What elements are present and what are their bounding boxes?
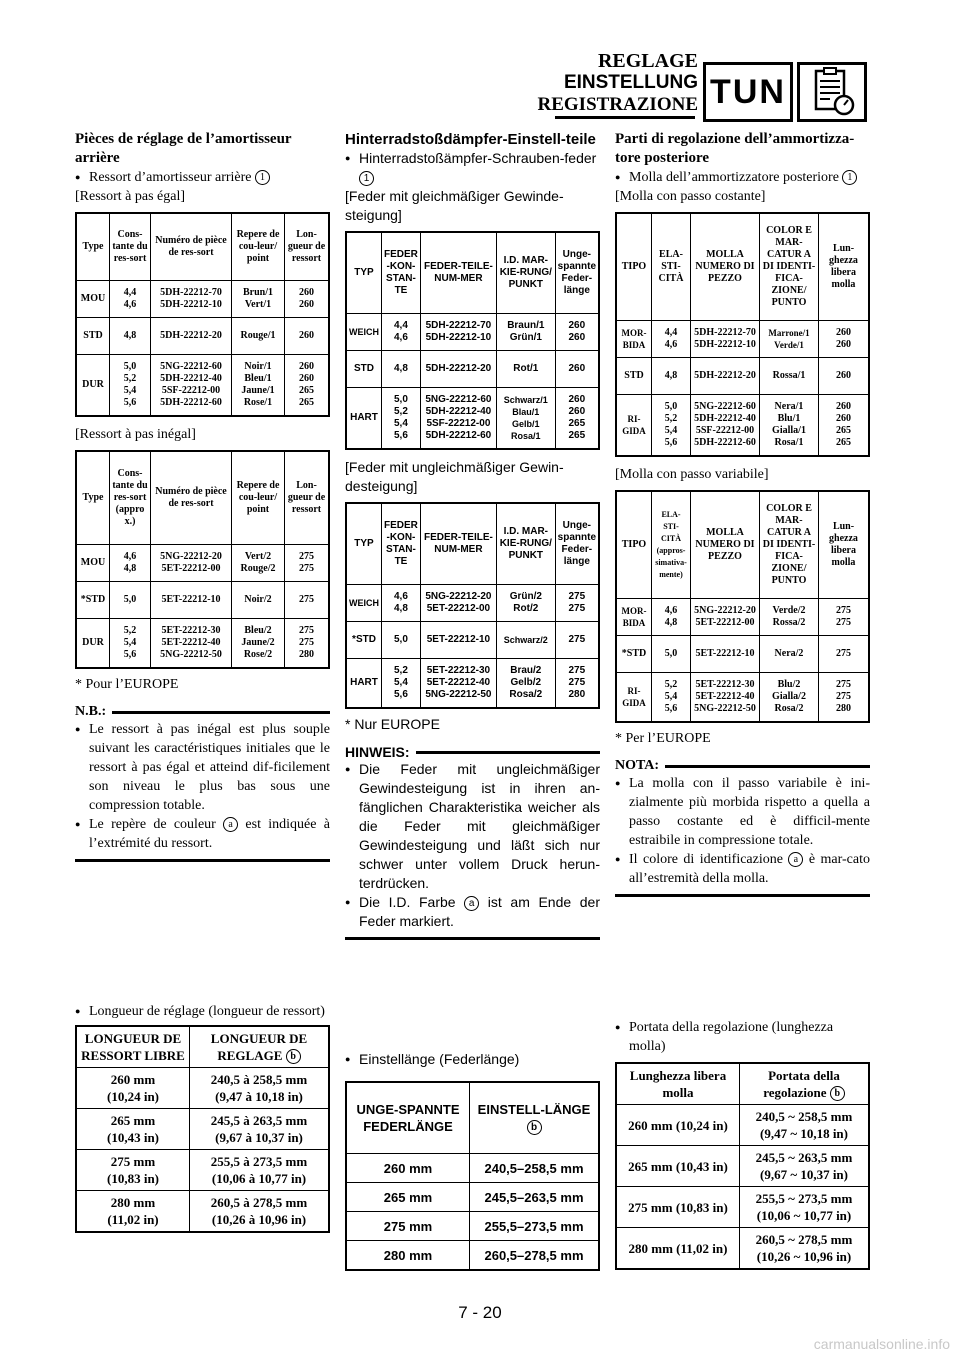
heading-de: Hinterradstoßdämpfer-Einstell-teile [345, 131, 596, 148]
adjust-bullet-fr: ● Longueur de réglage (longueur de ressort) [75, 1002, 330, 1021]
table-cell: 5,0 [110, 582, 151, 619]
subheading-fr-1: [Ressort à pas égal] [75, 189, 186, 204]
ref-a-icon: a [788, 852, 803, 867]
table-cell: 255,5 ~ 273,5 mm (10,06 ~ 10,77 in) [740, 1187, 870, 1228]
table-row [346, 585, 599, 622]
table-header-cell: Numéro de pièce de res-sort [151, 451, 232, 545]
table-row [76, 1191, 329, 1233]
text-span: Il colore di identificazione [629, 852, 783, 867]
table-header-cell: TIPO [616, 213, 652, 321]
table-cell: 5,0 [652, 636, 691, 673]
table-cell: 5,0 [382, 622, 421, 659]
note-footer-rule [615, 894, 870, 897]
table-cell: 260 mm (10,24 in) [76, 1068, 190, 1109]
header-rule [555, 116, 695, 119]
table-header-cell: TIPO [616, 491, 652, 599]
text-span: est indiquée à l’extrémité du ressort. [89, 817, 330, 851]
table-cell: Verde/2 Rossa/2 [760, 599, 819, 636]
table-cell: 5NG-22212-20 5ET-22212-00 [420, 585, 496, 622]
table-header-cell: Cons-tante du res-sort (appro x.) [110, 451, 151, 545]
table-header-cell: ELA-STI-CITÀ (appros-simativa-mente) [652, 491, 691, 599]
table-header-cell: FEDER -KON-STAN-TE [382, 232, 421, 314]
table-cell: 260 260 [819, 321, 870, 358]
table-cell: Schwarz/2 [496, 622, 555, 659]
heading-fr: Pièces de réglage de l’amortisseur arrière [75, 131, 292, 166]
note-it-2 [615, 850, 870, 888]
table-cell: Rot/1 [496, 351, 555, 388]
table-row [616, 1228, 869, 1270]
heading-it: Parti di regolazione dell’ammortizza-tore posteriore [615, 131, 855, 166]
table-cell: 4,8 [382, 351, 421, 388]
table-cell: 275 275 [285, 545, 330, 582]
table-cell: 275 mm (10,83 in) [616, 1187, 740, 1228]
table-header-cell: Repere de cou-leur/ point [232, 451, 285, 545]
table-header-cell: LONGUEUR DE RESSORT LIBRE [76, 1026, 190, 1068]
table-cell: Brun/1 Vert/1 [232, 281, 285, 318]
ref-a-icon: a [223, 817, 238, 832]
table-header-cell: Unge-spannte Feder-länge [555, 232, 599, 314]
table-cell: 4,8 [652, 358, 691, 395]
ref-1-icon: 1 [842, 170, 857, 185]
table-header-cell: ELA-STI-CITÀ [652, 213, 691, 321]
subheading-it-1: [Molla con passo costante] [615, 189, 766, 204]
table-cell: Vert/2 Rouge/2 [232, 545, 285, 582]
note-fr-1: ● Le ressort à pas inégal est plus souple suivant les caractéristiques initiales que le ressort à pas égal et atteind dif-ficilement son niveau le plus bas sous une compression totable. [75, 720, 330, 815]
table-row [346, 314, 599, 351]
table-header-cell: Type [76, 213, 110, 281]
table-cell: 5ET-22212-10 [420, 622, 496, 659]
table-header-cell: Cons-tante du res-sort [110, 213, 151, 281]
table-cell: 5NG-22212-60 5DH-22212-40 5SF-22212-00 5DH-22212-60 [151, 355, 232, 417]
table-cell: 5DH-22212-20 [691, 358, 760, 395]
table-row [616, 599, 869, 636]
spec-table-fr-1 [75, 212, 330, 417]
table-cell: 5,2 5,4 5,6 [382, 659, 421, 709]
table-cell: 275 275 280 [819, 673, 870, 723]
table-cell: 5DH-22212-70 5DH-22212-10 [420, 314, 496, 351]
table-cell: Blu/2 Gialla/2 Rosa/2 [760, 673, 819, 723]
bullet-it-spring [615, 168, 870, 187]
table-cell: HART [346, 388, 382, 450]
table-cell: *STD [616, 636, 652, 673]
note-rule [112, 711, 330, 714]
table-header-cell: Type [76, 451, 110, 545]
table-header-row [76, 451, 329, 545]
table-cell: 4,6 4,8 [382, 585, 421, 622]
table-cell: 5,0 5,2 5,4 5,6 [652, 395, 691, 457]
table-cell: 5ET-22212-10 [691, 636, 760, 673]
ref-a-icon: a [464, 896, 479, 911]
spec-table-it-2 [615, 490, 870, 723]
table-cell: 265 mm (10,43 in) [616, 1146, 740, 1187]
table-header-cell: Repere de cou-leur/ point [232, 213, 285, 281]
table-cell: 275 275 [819, 599, 870, 636]
table-cell: 265 mm [346, 1183, 470, 1212]
section-code-box: TUN [703, 62, 793, 122]
table-row [76, 355, 329, 417]
ref-b-icon: b [286, 1049, 301, 1064]
text-span: Die I.D. Farbe [359, 894, 456, 910]
text-span: LONGUEUR DE REGLAGE [210, 1031, 308, 1063]
adjust-it [615, 1018, 870, 1270]
table-cell: DUR [76, 619, 110, 669]
adjust-bullet-it: ● Portata della regolazione (lunghezza molla) [615, 1018, 870, 1056]
table-cell: Rossa/1 [760, 358, 819, 395]
table-cell: 275 275 280 [555, 659, 599, 709]
table-cell: MOU [76, 281, 110, 318]
adjust-de [345, 1050, 600, 1271]
table-cell: 245,5 ~ 263,5 mm (9,67 ~ 10,37 in) [740, 1146, 870, 1187]
text-span: N.B.: [75, 704, 107, 719]
table-header-cell: MOLLA NUMERO DI PEZZO [691, 213, 760, 321]
table-cell: *STD [76, 582, 110, 619]
table-header-cell: Lon-gueur de ressort [285, 213, 330, 281]
table-header-cell: FEDER -KON-STAN-TE [382, 503, 421, 585]
adjust-bullet-de: ● Einstellänge (Federlänge) [345, 1050, 600, 1069]
table-header-row [616, 213, 869, 321]
table-cell: 255,5–273,5 mm [470, 1212, 600, 1241]
table-cell: HART [346, 659, 382, 709]
column-french [75, 130, 330, 862]
subheading-de-2: [Feder mit ungleichmäßiger Gewin-desteigung] [345, 459, 564, 494]
spec-table-it-1 [615, 212, 870, 457]
table-cell: *STD [346, 622, 382, 659]
table-row [346, 388, 599, 450]
note-header-fr [75, 704, 330, 720]
text-span: è mar-cato all’estremità della molla. [629, 852, 870, 886]
table-header-cell [190, 1026, 330, 1068]
ref-b-icon: b [830, 1086, 845, 1101]
page-number: 7 - 20 [458, 1303, 502, 1322]
table-cell: 275 [285, 582, 330, 619]
footnote-de: * Nur EUROPE [345, 716, 440, 732]
spec-table-de-2 [345, 502, 600, 709]
table-row [346, 659, 599, 709]
table-cell: 5NG-22212-60 5DH-22212-40 5SF-22212-00 5DH-22212-60 [691, 395, 760, 457]
table-cell: 5DH-22212-70 5DH-22212-10 [691, 321, 760, 358]
table-cell: 5ET-22212-30 5ET-22212-40 5NG-22212-50 [420, 659, 496, 709]
adjust-table-de [345, 1081, 600, 1271]
table-cell: WEICH [346, 585, 382, 622]
table-cell: 240,5 ~ 258,5 mm (9,47 ~ 10,18 in) [740, 1105, 870, 1146]
table-row [616, 636, 869, 673]
table-header-cell: Unge-spannte Feder-länge [555, 503, 599, 585]
table-cell: 5,0 5,2 5,4 5,6 [382, 388, 421, 450]
text-span: Molla dell’ammortizzatore posteriore [629, 170, 839, 185]
bullet-de-spring [345, 149, 600, 187]
table-cell: STD [616, 358, 652, 395]
subheading-fr-2: [Ressort à pas inégal] [75, 427, 196, 442]
table-cell: Nera/1 Blu/1 Gialla/1 Rosa/1 [760, 395, 819, 457]
table-row [616, 395, 869, 457]
table-header-cell: FEDER-TEILE-NUM-MER [420, 503, 496, 585]
table-cell: 5,2 5,4 5,6 [652, 673, 691, 723]
table-cell: MOR-BIDA [616, 321, 652, 358]
table-header-cell: Lun-ghezza libera molla [819, 213, 870, 321]
adjust-table-it [615, 1062, 870, 1270]
table-row [76, 1068, 329, 1109]
table-header-cell: COLOR E MAR-CATUR A DI IDENTI-FICA-ZIONE/ PUNTO [760, 213, 819, 321]
table-header-row [76, 213, 329, 281]
note-header-de [345, 744, 600, 760]
table-cell: 245,5–263,5 mm [470, 1183, 600, 1212]
table-cell: 4,4 4,6 [382, 314, 421, 351]
text-span: Hinterradstoßämpfer-Schrauben-feder [359, 150, 597, 166]
ref-1-icon: 1 [359, 171, 374, 186]
table-header-cell: FEDER-TEILE-NUM-MER [420, 232, 496, 314]
table-header-cell: I.D. MAR-KIE-RUNG/ PUNKT [496, 503, 555, 585]
table-row [616, 1187, 869, 1228]
table-cell: Marrone/1 Verde/1 [760, 321, 819, 358]
text-span: Portata della regolazione [763, 1068, 840, 1100]
adjust-table-fr [75, 1025, 330, 1233]
adjust-fr [75, 1002, 330, 1233]
clipboard-gauge-icon [797, 62, 867, 122]
table-cell: 275 [555, 622, 599, 659]
table-cell: STD [346, 351, 382, 388]
table-cell: 5NG-22212-20 5ET-22212-00 [151, 545, 232, 582]
table-cell: Braun/1 Grün/1 [496, 314, 555, 351]
table-row [76, 619, 329, 669]
table-cell: Grün/2 Rot/2 [496, 585, 555, 622]
note-footer-rule [345, 937, 600, 940]
table-cell: 4,6 4,8 [110, 545, 151, 582]
table-cell: 4,4 4,6 [652, 321, 691, 358]
table-header-row [616, 1063, 869, 1105]
table-cell: RI-GIDA [616, 673, 652, 723]
title-it: REGISTRAZIONE [537, 94, 698, 115]
table-header-row [616, 491, 869, 599]
spec-table-fr-2 [75, 450, 330, 669]
text-span: EINSTELL-LÄNGE [477, 1102, 591, 1117]
table-cell: Rouge/1 [232, 318, 285, 355]
table-cell: 5NG-22212-20 5ET-22212-00 [691, 599, 760, 636]
column-german [345, 130, 600, 940]
table-header-cell: I.D. MAR-KIE-RUNG/ PUNKT [496, 232, 555, 314]
header-titles [538, 50, 699, 116]
table-cell: 260 260 [555, 314, 599, 351]
table-cell: Brau/2 Gelb/2 Rosa/2 [496, 659, 555, 709]
table-cell: 4,4 4,6 [110, 281, 151, 318]
table-row [346, 1241, 599, 1271]
note-header-it [615, 758, 870, 774]
table-cell: 280 mm [346, 1241, 470, 1271]
table-header-row [346, 232, 599, 314]
table-cell: 280 mm (11,02 in) [76, 1191, 190, 1233]
table-row [616, 1146, 869, 1187]
table-cell: 260 260 [285, 281, 330, 318]
subheading-it-2: [Molla con passo variabile] [615, 467, 769, 482]
watermark: carmanualsonline.info [813, 1336, 950, 1352]
table-row [76, 582, 329, 619]
table-cell: Noir/2 [232, 582, 285, 619]
table-header-row [346, 503, 599, 585]
table-row [76, 1109, 329, 1150]
table-cell: 240,5 à 258,5 mm (9,47 à 10,18 in) [190, 1068, 330, 1109]
table-cell: 260 260 265 265 [819, 395, 870, 457]
table-cell: 275 275 280 [285, 619, 330, 669]
table-cell: 260,5–278,5 mm [470, 1241, 600, 1271]
table-row [76, 545, 329, 582]
footnote-fr: * Pour l’EUROPE [75, 677, 179, 692]
table-cell: DUR [76, 355, 110, 417]
table-cell: RI-GIDA [616, 395, 652, 457]
text-span: Ressort d’amortisseur arrière [89, 170, 252, 185]
table-cell: 5DH-22212-70 5DH-22212-10 [151, 281, 232, 318]
table-header-row [346, 1082, 599, 1154]
table-cell: 275 mm (10,83 in) [76, 1150, 190, 1191]
table-cell: 5ET-22212-30 5ET-22212-40 5NG-22212-50 [151, 619, 232, 669]
table-cell: 265 mm (10,43 in) [76, 1109, 190, 1150]
table-cell: Bleu/2 Jaune/2 Rose/2 [232, 619, 285, 669]
table-row [616, 673, 869, 723]
table-header-row [76, 1026, 329, 1068]
table-row [346, 1154, 599, 1183]
note-de-2 [345, 893, 600, 931]
table-cell: 4,6 4,8 [652, 599, 691, 636]
table-cell: 260 [819, 358, 870, 395]
table-cell: 255,5 à 273,5 mm (10,06 à 10,77 in) [190, 1150, 330, 1191]
table-cell: 275 275 [555, 585, 599, 622]
ref-1-icon: 1 [255, 170, 270, 185]
table-row [346, 1212, 599, 1241]
table-cell: 5,2 5,4 5,6 [110, 619, 151, 669]
table-cell: 260 mm [346, 1154, 470, 1183]
table-header-cell: MOLLA NUMERO DI PEZZO [691, 491, 760, 599]
table-cell: 260 [285, 318, 330, 355]
table-cell: Noir/1 Bleu/1 Jaune/1 Rose/1 [232, 355, 285, 417]
text-span: HINWEIS: [345, 744, 410, 760]
table-cell: 240,5–258,5 mm [470, 1154, 600, 1183]
table-row [76, 281, 329, 318]
table-header-cell [740, 1063, 870, 1105]
table-header-cell: Lunghezza libera molla [616, 1063, 740, 1105]
table-cell: 260 260 265 265 [285, 355, 330, 417]
note-rule [416, 751, 600, 754]
note-fr-2 [75, 815, 330, 853]
table-row [76, 318, 329, 355]
subheading-de-1: [Feder mit gleichmäßiger Gewinde-steigung] [345, 188, 564, 223]
table-cell: 5,0 5,2 5,4 5,6 [110, 355, 151, 417]
table-cell: Schwarz/1 Blau/1 Gelb/1 Rosa/1 [496, 388, 555, 450]
table-cell: 280 mm (11,02 in) [616, 1228, 740, 1270]
note-footer-rule [75, 859, 330, 862]
table-cell: 260,5 à 278,5 mm (10,26 à 10,96 in) [190, 1191, 330, 1233]
text-span: NOTA: [615, 758, 660, 773]
table-cell: 260 260 265 265 [555, 388, 599, 450]
table-header-cell: TYP [346, 232, 382, 314]
table-cell: 245,5 à 263,5 mm (9,67 à 10,37 in) [190, 1109, 330, 1150]
table-row [616, 1105, 869, 1146]
table-header-cell: TYP [346, 503, 382, 585]
table-cell: WEICH [346, 314, 382, 351]
title-de: EINSTELLUNG [563, 72, 698, 93]
table-header-cell: COLOR E MAR-CATUR A DI IDENTI-FICA-ZIONE/ PUNTO [760, 491, 819, 599]
text-span: ist am Ende der Feder markiert. [359, 894, 600, 929]
note-it-1: ● La molla con il passo variabile è ini-zialmente più morbida rispetto a quella a passo costante ed è difficil-mente estraibile in compressione totale. [615, 774, 870, 850]
table-cell: 4,8 [110, 318, 151, 355]
table-cell: 5ET-22212-10 [151, 582, 232, 619]
table-row [346, 351, 599, 388]
table-cell: MOU [76, 545, 110, 582]
text-span: Le repère de couleur [89, 817, 216, 832]
table-row [346, 1183, 599, 1212]
footnote-it: * Per l’EUROPE [615, 731, 711, 746]
table-header-cell: Numéro de pièce de res-sort [151, 213, 232, 281]
table-cell: MOR-BIDA [616, 599, 652, 636]
table-row [346, 622, 599, 659]
table-header-cell: Lun-ghezza libera molla [819, 491, 870, 599]
table-row [616, 358, 869, 395]
table-cell: 5DH-22212-20 [420, 351, 496, 388]
table-cell: 5NG-22212-60 5DH-22212-40 5SF-22212-00 5DH-22212-60 [420, 388, 496, 450]
table-cell: STD [76, 318, 110, 355]
title-fr: REGLAGE [597, 50, 698, 72]
table-header-cell [470, 1082, 600, 1154]
table-cell: 260,5 ~ 278,5 mm (10,26 ~ 10,96 in) [740, 1228, 870, 1270]
table-cell: 5DH-22212-20 [151, 318, 232, 355]
table-cell: 275 [819, 636, 870, 673]
table-cell: 5ET-22212-30 5ET-22212-40 5NG-22212-50 [691, 673, 760, 723]
bullet-fr-spring [75, 168, 330, 187]
table-cell: Nera/2 [760, 636, 819, 673]
column-italian [615, 130, 870, 897]
note-rule [665, 765, 870, 768]
table-cell: 260 mm (10,24 in) [616, 1105, 740, 1146]
table-row [76, 1150, 329, 1191]
table-header-cell: UNGE-SPANNTE FEDERLÄNGE [346, 1082, 470, 1154]
spec-table-de-1 [345, 231, 600, 450]
table-row [616, 321, 869, 358]
note-de-1: ● Die Feder mit ungleichmäßiger Gewindesteigung ist in ihren an-fänglichen Charakteristika weicher als die Feder mit gleichmäßiger Gewindesteigung und läßt sich nur schwer unter vollem Druck herun-terdrücken. [345, 760, 600, 893]
ref-b-icon: b [527, 1120, 542, 1135]
table-header-cell: Lon-gueur de ressort [285, 451, 330, 545]
table-cell: 260 [555, 351, 599, 388]
table-cell: 275 mm [346, 1212, 470, 1241]
